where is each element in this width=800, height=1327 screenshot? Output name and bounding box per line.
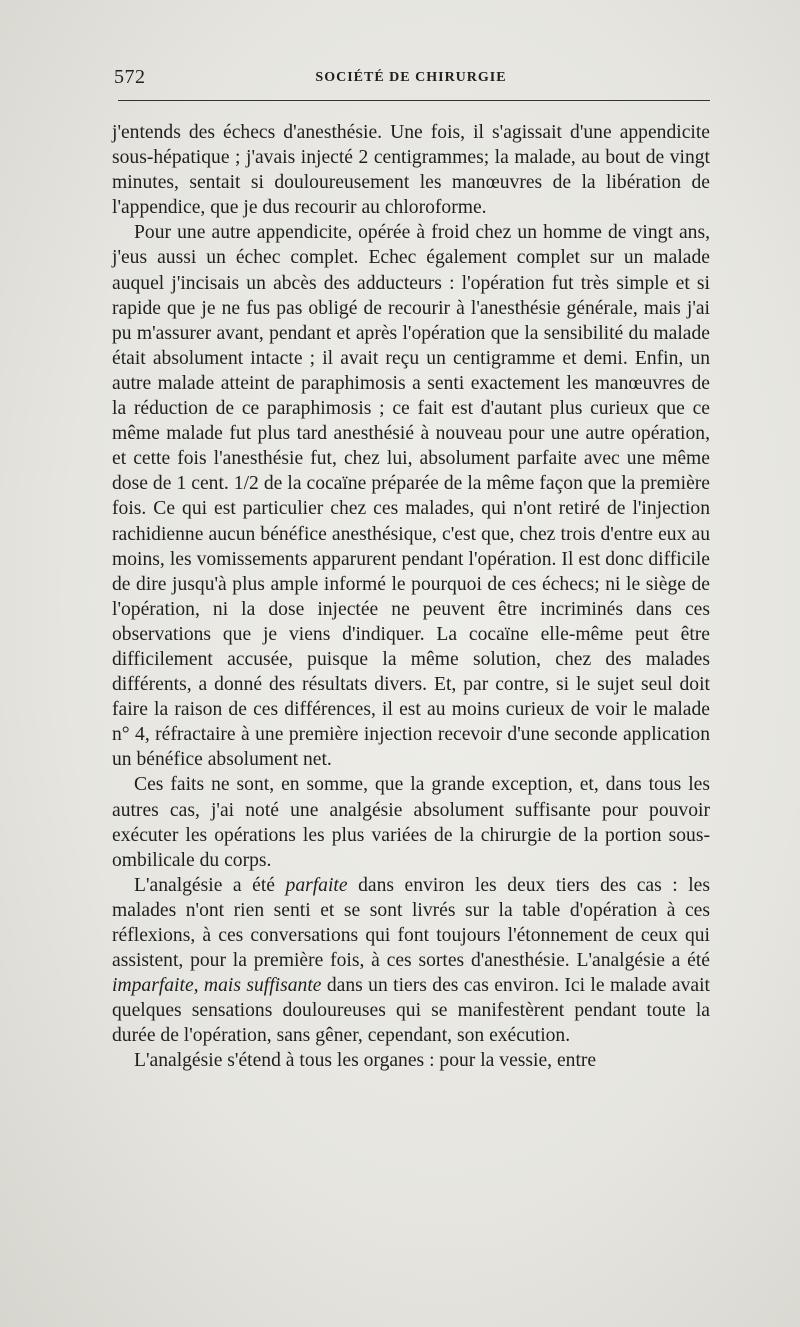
paragraph-failures: Pour une autre appendicite, opérée à froid chez un homme de vingt ans, j'eus aussi un échec complet. Echec également complet sur un malade auquel j'incisais un abcès des adducteurs : l'opération fut très simple et si rapide que je ne fus pas obligé de recourir à l'anesthésie générale, mais j'ai pu m'assurer avant, pendant et après l'opération que la sensibilité du malade était absolument intacte ; il avait reçu un centigramme et demi. Enfin, un autre malade atteint de paraphimosis a senti exactement les manœuvres de la réduction de ce paraphimosis ; ce fait est d'autant plus curieux que ce même malade fut plus tard anesthésié à nouveau pour une autre opération, et cette fois l'anesthésie fut, chez lui, absolument parfaite avec une même dose de 1 cent. 1/2 de la cocaïne préparée de la même façon que la première fois. Ce qui est particulier chez ces malades, qui n'ont retiré de l'injection rachidienne aucun bénéfice anesthésique, c'est que, chez trois d'entre eux au moins, les vomissements apparurent pendant l'opération. Il est donc difficile de dire jusqu'à plus ample informé le pourquoi de ces échecs; ni le siège de l'opération, ni la dose injectée ne peuvent être incriminés dans ces observations que je viens d'indiquer. La cocaïne elle-même peut être difficilement accusée, puisque la même solution, chez des malades différents, a donné des résultats divers. Et, par contre, si le sujet seul doit faire la raison de ces différences, il est au moins curieux de voir le malade n° 4, réfractaire à une première injection recevoir d'une seconde application un bénéfice absolument net. bbox=[112, 222, 710, 771]
paragraph-organs: L'analgésie s'étend à tous les organes : pour la vessie, entre bbox=[134, 1050, 597, 1072]
text-run: dans environ les deux tiers des cas : les malades n'ont rien senti et se sont livrés sur la table d'opération à ces réflexions, à ces conversations qui font toujours l'étonnement de ceux qui assistent, pour la première fois, à ces sortes d'anesthésie. L'analgésie a été bbox=[112, 874, 710, 972]
header-rule bbox=[118, 100, 710, 101]
page-header bbox=[112, 64, 710, 94]
page-number: 572 bbox=[114, 66, 146, 88]
text-run: L'analgésie a été bbox=[134, 874, 286, 896]
text-run: dans un tiers des cas environ. Ici le malade avait quelques sensations douloureuses qui se manifestèrent pendant toute la durée de l'opération, sans gêner, cependant, son exécution. bbox=[112, 975, 711, 1047]
paragraph-exceptions: Ces faits ne sont, en somme, que la grande exception, et, dans tous les autres cas, j'ai noté une analgésie absolument suffisante pour pouvoir exécuter les opérations les plus variées de la chirurgie de la portion sous-ombilicale du corps. bbox=[112, 774, 710, 871]
paragraph-analgesia-quality bbox=[112, 873, 710, 1049]
italic-parfaite: parfaite bbox=[285, 874, 348, 896]
paragraph-continued: j'entends des échecs d'anesthésie. Une fois, il s'agissait d'une appendicite sous-hépatique ; j'avais injecté 2 centigrammes; la malade, au bout de vingt minutes, sentait si douloureusement les manœuvres de la libération de l'appendice, que je dus recourir au chloroforme. bbox=[112, 122, 710, 219]
running-head: SOCIÉTÉ DE CHIRURGIE bbox=[315, 70, 507, 85]
italic-imparfaite: imparfaite, mais suffisante bbox=[112, 975, 322, 997]
body-text bbox=[112, 120, 710, 1074]
